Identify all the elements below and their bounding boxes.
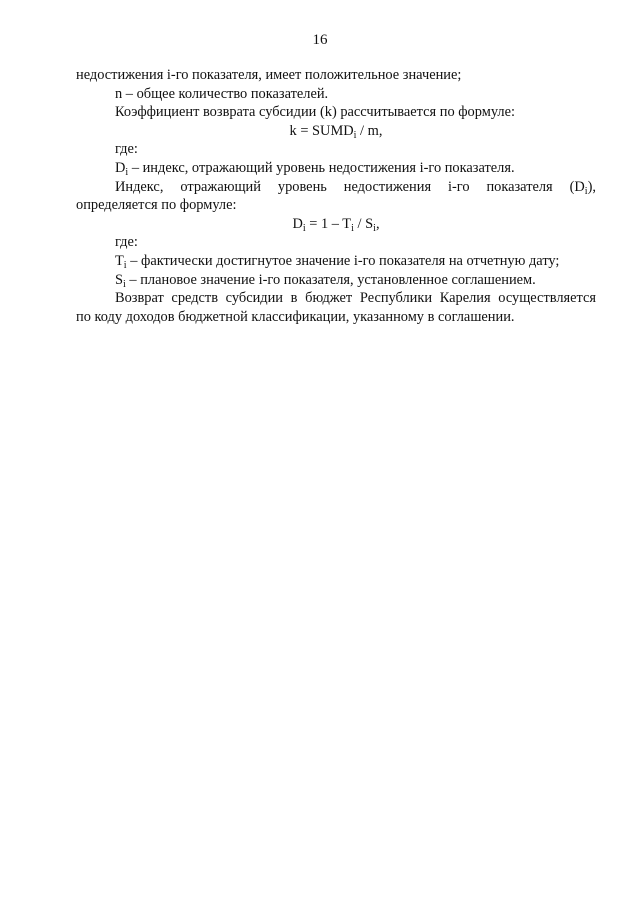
- text-line: где:: [115, 234, 138, 251]
- text-line: $T_i$ – фактически достигнутое значение i-го показателя на отчетную дату;: [115, 252, 560, 271]
- text-line: $S_i$ – плановое значение i-го показателя, установленное соглашением.: [115, 271, 536, 290]
- text-line: по коду доходов бюджетной классификации, указанному в соглашении.: [76, 308, 515, 325]
- text-line: определяется по формуле:: [76, 197, 237, 214]
- formula-d: $D_i = 1 - T_i / S_i$,: [292, 215, 380, 234]
- text-line: $D_i$ – индекс, отражающий уровень недостижения i-го показателя.: [115, 159, 515, 178]
- page-number: 16: [312, 32, 328, 48]
- text-line: Коэффициент возврата субсидии (k) рассчитывается по формуле:: [115, 104, 515, 121]
- text-line: недостижения i-го показателя, имеет положительное значение;: [76, 67, 462, 83]
- text-line: n – общее количество показателей.: [115, 85, 329, 102]
- document-body: [76, 66, 596, 326]
- text-line: Индекс, отражающий уровень недостижения i-го показателя $(D_i)$,: [115, 178, 596, 197]
- text-line: Возврат средств субсидии в бюджет Республики Карелия осуществляется: [115, 290, 596, 307]
- formula-k: $k = SUMD_i / m$,: [289, 122, 383, 141]
- text-line: где:: [115, 141, 138, 158]
